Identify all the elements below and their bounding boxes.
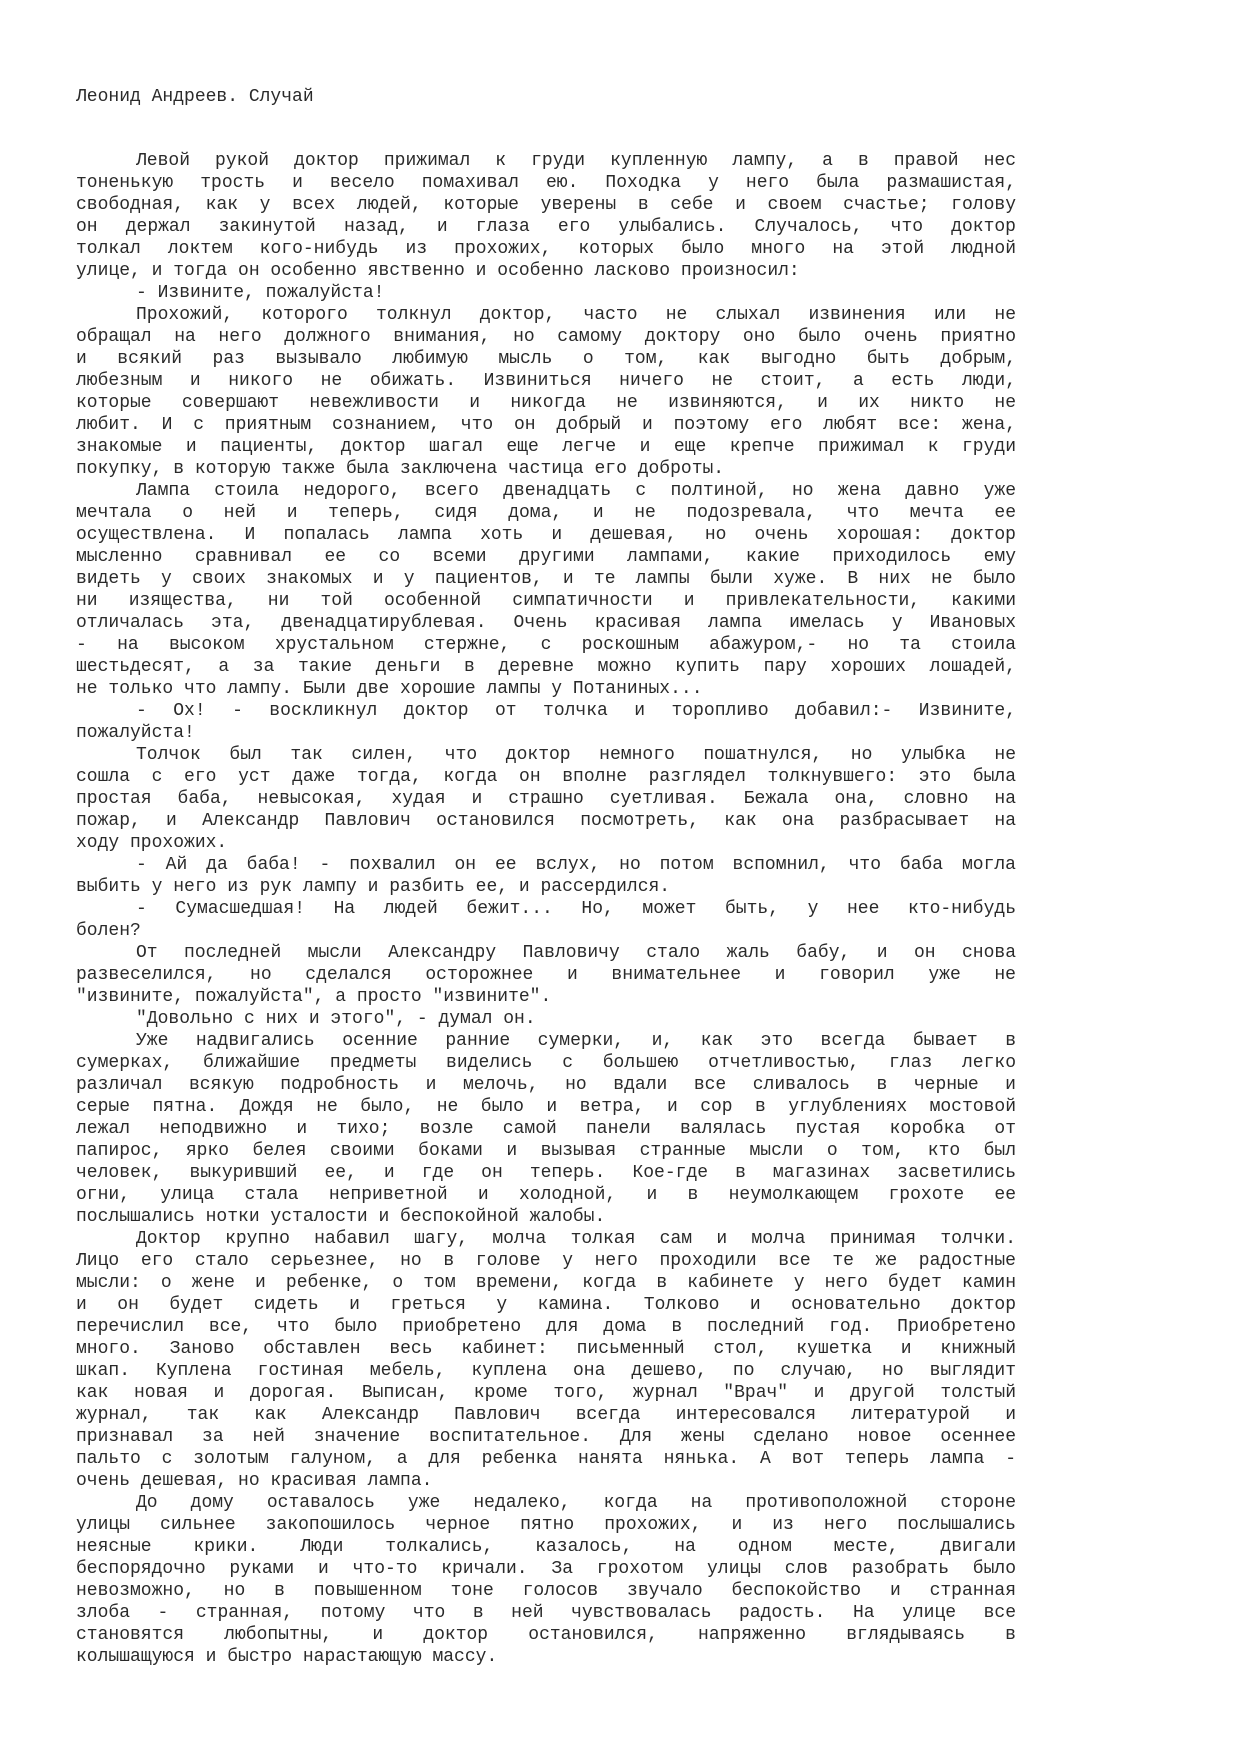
text-line: лежал неподвижно и тихо; возле самой панели валялась пустая коробка от — [76, 1119, 1016, 1139]
text-line: улице, и тогда он особенно явственно и особенно ласково произносил: — [76, 261, 800, 281]
text-line: которые совершают невежливости и никогда не извиняются, и их никто не — [76, 393, 1016, 413]
text-line: человек, выкуривший ее, и где он теперь. Кое-где в магазинах засветились — [76, 1163, 1016, 1183]
text-line: сошла с его уст даже тогда, когда он вполне разглядел толкнувшего: это была — [76, 767, 1016, 787]
text-line: свободная, как у всех людей, которые уверены в себе и своем счастье; голову — [76, 195, 1016, 215]
paragraph — [76, 282, 1016, 304]
paragraph — [76, 898, 1016, 942]
text-line: ходу прохожих. — [76, 833, 228, 853]
text-line: очень дешевая, но красивая лампа. — [76, 1471, 433, 1491]
text-line: серые пятна. Дождя не было, не было и ветра, и сор в углублениях мостовой — [76, 1097, 1016, 1117]
paragraph — [76, 304, 1016, 480]
text-line: "Довольно с них и этого", - думал он. — [136, 1009, 536, 1029]
text-line: Доктор крупно набавил шагу, молча толкая сам и молча принимая толчки. — [136, 1229, 1016, 1249]
text-line: Левой рукой доктор прижимал к груди купленную лампу, а в правой нес — [136, 151, 1016, 171]
text-line: мечтала о ней и теперь, сидя дома, и не подозревала, что мечта ее — [76, 503, 1016, 523]
text-line: шестьдесят, а за такие деньги в деревне можно купить пару хороших лошадей, — [76, 657, 1016, 677]
text-line: много. Заново обставлен весь кабинет: письменный стол, кушетка и книжный — [76, 1339, 1016, 1359]
paragraph — [76, 942, 1016, 1008]
text-line: Толчок был так силен, что доктор немного пошатнулся, но улыбка не — [136, 745, 1016, 765]
paragraph — [76, 1492, 1016, 1668]
text-line: злоба - странная, потому что в ней чувствовалась радость. На улице все — [76, 1603, 1016, 1623]
text-line: - на высоком хрустальном стержне, с роскошным абажуром,- но та стоила — [76, 635, 1016, 655]
text-line: отличалась эта, двенадцатирублевая. Очень красивая лампа имелась у Ивановых — [76, 613, 1016, 633]
text-line: сумерках, ближайшие предметы виделись с большею отчетливостью, глаз легко — [76, 1053, 1016, 1073]
text-line: - Ох! - воскликнул доктор от толчка и торопливо добавил:- Извините, — [136, 701, 1016, 721]
text-line: обращал на него должного внимания, но самому доктору оно было очень приятно — [76, 327, 1016, 347]
document-body — [76, 150, 1016, 1668]
paragraph — [76, 1008, 1016, 1030]
text-line: знакомые и пациенты, доктор шагал еще легче и еще крепче прижимал к груди — [76, 437, 1016, 457]
text-line: колышащуюся и быстро нарастающую массу. — [76, 1647, 498, 1667]
text-line: различал всякую подробность и мелочь, но вдали все сливалось в черные и — [76, 1075, 1016, 1095]
text-line: мысленно сравнивал ее со всеми другими лампами, какие приходилось ему — [76, 547, 1016, 567]
text-line: не только что лампу. Были две хорошие лампы у Потаниных... — [76, 679, 703, 699]
text-line: становятся любопытны, и доктор остановился, напряженно вглядываясь в — [76, 1625, 1016, 1645]
text-line: и он будет сидеть и греться у камина. Толково и основательно доктор — [76, 1295, 1016, 1315]
paragraph — [76, 150, 1016, 282]
text-line: пальто с золотым галуном, а для ребенка нанята нянька. А вот теперь лампа - — [76, 1449, 1016, 1469]
text-line: послышались нотки усталости и беспокойной жалобы. — [76, 1207, 606, 1227]
text-line: простая баба, невысокая, худая и страшно суетливая. Бежала она, словно на — [76, 789, 1016, 809]
text-line: перечислил все, что было приобретено для дома в последний год. Приобретено — [76, 1317, 1016, 1337]
text-line: пожар, и Александр Павлович остановился посмотреть, как она разбрасывает на — [76, 811, 1016, 831]
document-title: Леонид Андреев. Случай — [76, 87, 314, 107]
text-line: и всякий раз вызывало любимую мысль о том, как выгодно быть добрым, — [76, 349, 1016, 369]
document-page — [76, 86, 1016, 1668]
text-line: До дому оставалось уже недалеко, когда на противоположной стороне — [136, 1493, 1016, 1513]
text-line: толкал локтем кого-нибудь из прохожих, которых было много на этой людной — [76, 239, 1016, 259]
paragraph — [76, 1228, 1016, 1492]
text-line: Уже надвигались осенние ранние сумерки, и, как это всегда бывает в — [136, 1031, 1016, 1051]
text-line: выбить у него из рук лампу и разбить ее, и рассердился. — [76, 877, 671, 897]
text-line: признавал за ней значение воспитательное. Для жены сделано новое осеннее — [76, 1427, 1016, 1447]
text-line: От последней мысли Александру Павловичу стало жаль бабу, и он снова — [136, 943, 1016, 963]
text-line: пожалуйста! — [76, 723, 195, 743]
text-line: улицы сильнее закопошилось черное пятно прохожих, и из него послышались — [76, 1515, 1016, 1535]
text-line: огни, улица стала неприветной и холодной, и в неумолкающем грохоте ее — [76, 1185, 1016, 1205]
text-line: - Сумасшедшая! На людей бежит... Но, может быть, у нее кто-нибудь — [136, 899, 1016, 919]
text-line: - Извините, пожалуйста! — [136, 283, 385, 303]
text-line: мысли: о жене и ребенке, о том времени, когда в кабинете у него будет камин — [76, 1273, 1016, 1293]
text-line: - Ай да баба! - похвалил он ее вслух, но потом вспомнил, что баба могла — [136, 855, 1016, 875]
text-line: Лицо его стало серьезнее, но в голове у него проходили все те же радостные — [76, 1251, 1016, 1271]
text-line: невозможно, но в повышенном тоне голосов звучало беспокойство и странная — [76, 1581, 1016, 1601]
paragraph — [76, 744, 1016, 854]
text-line: ни изящества, ни той особенной симпатичности и привлекательности, какими — [76, 591, 1016, 611]
text-line: шкап. Куплена гостиная мебель, куплена она дешево, по случаю, но выглядит — [76, 1361, 1016, 1381]
text-line: как новая и дорогая. Выписан, кроме того, журнал "Врач" и другой толстый — [76, 1383, 1016, 1403]
text-line: Лампа стоила недорого, всего двенадцать с полтиной, но жена давно уже — [136, 481, 1016, 501]
text-line: журнал, так как Александр Павлович всегда интересовался литературой и — [76, 1405, 1016, 1425]
paragraph — [76, 1030, 1016, 1228]
paragraph — [76, 700, 1016, 744]
text-line: он держал закинутой назад, и глаза его улыбались. Случалось, что доктор — [76, 217, 1016, 237]
text-line: беспорядочно руками и что-то кричали. За грохотом улицы слов разобрать было — [76, 1559, 1016, 1579]
paragraph — [76, 854, 1016, 898]
text-line: папирос, ярко белея своими боками и вызывая странные мысли о том, кто был — [76, 1141, 1016, 1161]
text-line: любит. И с приятным сознанием, что он добрый и поэтому его любят все: жена, — [76, 415, 1016, 435]
text-line: видеть у своих знакомых и у пациентов, и те лампы были хуже. В них не было — [76, 569, 1016, 589]
paragraph — [76, 480, 1016, 700]
text-line: покупку, в которую также была заключена частица его доброты. — [76, 459, 725, 479]
text-line: тоненькую трость и весело помахивал ею. Походка у него была размашистая, — [76, 173, 1016, 193]
text-line: Прохожий, которого толкнул доктор, часто не слыхал извинения или не — [136, 305, 1016, 325]
text-line: "извините, пожалуйста", а просто "извините". — [76, 987, 552, 1007]
text-line: развеселился, но сделался осторожнее и внимательнее и говорил уже не — [76, 965, 1016, 985]
text-line: любезным и никого не обижать. Извиниться ничего не стоит, а есть люди, — [76, 371, 1016, 391]
text-line: осуществлена. И попалась лампа хоть и дешевая, но очень хорошая: доктор — [76, 525, 1016, 545]
text-line: неясные крики. Люди толкались, казалось, на одном месте, двигали — [76, 1537, 1016, 1557]
text-line: болен? — [76, 921, 141, 941]
